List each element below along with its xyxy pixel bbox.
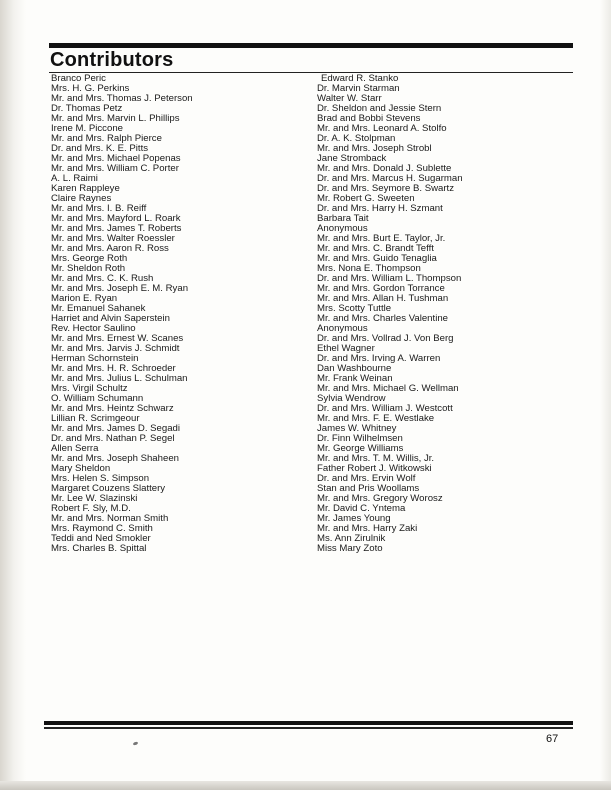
contributor-name: Mary Sheldon xyxy=(51,463,111,474)
contributor-name: Dr. and Mrs. Irving A. Warren xyxy=(317,353,441,364)
contributor-name: Dr. Marvin Starman xyxy=(317,83,400,94)
page-title: Contributors xyxy=(50,49,174,71)
contributor-name: Mr. and Mrs. Marvin L. Phillips xyxy=(51,113,180,124)
contributor-name: Karen Rappleye xyxy=(51,183,120,194)
contributor-name: Mr. and Mrs. Ralph Pierce xyxy=(51,133,162,144)
page-number: 67 xyxy=(546,733,559,745)
contributor-name: Dr. Thomas Petz xyxy=(51,103,123,114)
contributor-name: Anonymous xyxy=(317,323,368,334)
contributor-name: Dr. and Mrs. Ervin Wolf xyxy=(317,473,416,484)
contributor-name: Mr. Emanuel Sahanek xyxy=(51,303,146,314)
contributor-name: Dr. and Mrs. Harry H. Szmant xyxy=(317,203,443,214)
contributor-name: Claire Raynes xyxy=(51,193,112,204)
contributor-name: Mr. and Mrs. I. B. Reiff xyxy=(51,203,147,214)
contributor-name: Mrs. Helen S. Simpson xyxy=(51,473,150,484)
contributor-name: Mr. and Mrs. Harry Zaki xyxy=(317,523,418,534)
contributor-name: Robert F. Sly, M.D. xyxy=(51,503,131,514)
contributor-name: Mr. and Mrs. Charles Valentine xyxy=(317,313,448,324)
contributor-name: Mr. and Mrs. Ernest W. Scanes xyxy=(51,333,184,344)
contributor-name: Mr. and Mrs. Heintz Schwarz xyxy=(51,403,174,414)
contributor-name: Mrs. Raymond C. Smith xyxy=(51,523,153,534)
contributor-name: Mr. and Mrs. Aaron R. Ross xyxy=(51,243,169,254)
contributor-name: Dr. and Mrs. Nathan P. Segel xyxy=(51,433,175,444)
contributor-name: Mr. and Mrs. Norman Smith xyxy=(51,513,169,524)
contributor-name: Edward R. Stanko xyxy=(321,73,399,84)
contributor-name: Margaret Couzens Slattery xyxy=(51,483,166,494)
contributor-name: Dan Washbourne xyxy=(317,363,392,374)
contributor-name: Sylvia Wendrow xyxy=(317,393,386,404)
contributor-name: Anonymous xyxy=(317,223,368,234)
contributor-name: Mr. Robert G. Sweeten xyxy=(317,193,415,204)
contributor-name: Dr. Finn Wilhelmsen xyxy=(317,433,403,444)
contributor-name: Dr. A. K. Stolpman xyxy=(317,133,396,144)
page-bottom-edge xyxy=(0,781,611,790)
contributor-name: James W. Whitney xyxy=(317,423,397,434)
title-underline xyxy=(49,72,573,73)
contributors-column-right xyxy=(317,74,463,554)
contributor-name: Herman Schornstein xyxy=(51,353,139,364)
contributor-name: Ms. Ann Zirulnik xyxy=(317,533,386,544)
contributor-name: Mr. and Mrs. Michael Popenas xyxy=(51,153,181,164)
contributor-name: Mrs. H. G. Perkins xyxy=(51,83,130,94)
contributor-name: Dr. and Mrs. K. E. Pitts xyxy=(51,143,149,154)
contributor-name: Mr. and Mrs. Michael G. Wellman xyxy=(317,383,459,394)
contributor-name: Mrs. Scotty Tuttle xyxy=(317,303,392,314)
contributor-name: O. William Schumann xyxy=(51,393,144,404)
contributor-name: Mr. and Mrs. Julius L. Schulman xyxy=(51,373,188,384)
contributor-name: Dr. and Mrs. William J. Westcott xyxy=(317,403,453,414)
contributor-name: Mrs. Nona E. Thompson xyxy=(317,263,421,274)
contributor-name: Miss Mary Zoto xyxy=(317,543,383,554)
contributor-name: Mr. and Mrs. Mayford L. Roark xyxy=(51,213,181,224)
contributor-name: Mr. and Mrs. William C. Porter xyxy=(51,163,179,174)
contributor-name: Mr. and Mrs. Gregory Worosz xyxy=(317,493,443,504)
contributor-name: Mr. and Mrs. C. K. Rush xyxy=(51,273,154,284)
contributor-name: Mr. and Mrs. F. E. Westlake xyxy=(317,413,435,424)
contributor-name: Mr. Lee W. Slazinski xyxy=(51,493,138,504)
contributor-name: Lillian R. Scrimgeour xyxy=(51,413,140,424)
contributor-name: Ethel Wagner xyxy=(317,343,375,354)
contributor-name: Mrs. Charles B. Spittal xyxy=(51,543,147,554)
contributor-name: Mr. and Mrs. H. R. Schroeder xyxy=(51,363,176,374)
contributor-name: Mr. and Mrs. Joseph Shaheen xyxy=(51,453,179,464)
contributor-name: Mrs. George Roth xyxy=(51,253,128,264)
contributor-name: Mr. and Mrs. Guido Tenaglia xyxy=(317,253,437,264)
contributor-name: Jane Stromback xyxy=(317,153,387,164)
contributor-name: Mr. and Mrs. Burt E. Taylor, Jr. xyxy=(317,233,446,244)
contributor-name: Father Robert J. Witkowski xyxy=(317,463,432,474)
contributor-name: Mr. and Mrs. Gordon Torrance xyxy=(317,283,445,294)
contributor-name: Mr. and Mrs. Allan H. Tushman xyxy=(317,293,449,304)
contributor-name: Allen Serra xyxy=(51,443,99,454)
contributor-name: Stan and Pris Woollams xyxy=(317,483,420,494)
contributor-name: Mr. and Mrs. Joseph E. M. Ryan xyxy=(51,283,189,294)
contributor-name: A. L. Raimi xyxy=(51,173,98,184)
contributor-name: Mr. and Mrs. Jarvis J. Schmidt xyxy=(51,343,180,354)
contributor-name: Mr. and Mrs. Joseph Strobl xyxy=(317,143,432,154)
contributor-name: Mr. Sheldon Roth xyxy=(51,263,126,274)
contributor-name: Mr. and Mrs. James D. Segadi xyxy=(51,423,181,434)
footer-rule-thin xyxy=(44,727,573,729)
contributor-name: Dr. and Mrs. William L. Thompson xyxy=(317,273,462,284)
footer-rule xyxy=(44,721,573,725)
contributor-name: Dr. and Mrs. Marcus H. Sugarman xyxy=(317,173,463,184)
contributor-name: Brad and Bobbi Stevens xyxy=(317,113,421,124)
contributor-name: Marion E. Ryan xyxy=(51,293,118,304)
contributor-name: Dr. Sheldon and Jessie Stern xyxy=(317,103,442,114)
contributor-name: Mr. and Mrs. James T. Roberts xyxy=(51,223,182,234)
contributor-name: Walter W. Starr xyxy=(317,93,382,104)
contributor-name: Mr. and Mrs. Leonard A. Stolfo xyxy=(317,123,447,134)
contributor-name: Mr. David C. Yntema xyxy=(317,503,406,514)
contributor-name: Mr. Frank Weinan xyxy=(317,373,393,384)
contributor-name: Dr. and Mrs. Seymore B. Swartz xyxy=(317,183,455,194)
contributor-name: Mr. George Williams xyxy=(317,443,404,454)
contributor-name: Mr. and Mrs. T. M. Willis, Jr. xyxy=(317,453,435,464)
contributor-name: Mr. and Mrs. Thomas J. Peterson xyxy=(51,93,193,104)
contributors-column-left xyxy=(51,74,193,554)
contributor-name: Mrs. Virgil Schultz xyxy=(51,383,128,394)
contributor-name: Mr. and Mrs. Walter Roessler xyxy=(51,233,175,244)
header-rule xyxy=(49,43,573,48)
contributor-name: Harriet and Alvin Saperstein xyxy=(51,313,170,324)
contributor-name: Mr. and Mrs. C. Brandt Tefft xyxy=(317,243,434,254)
contributor-name: Dr. and Mrs. Vollrad J. Von Berg xyxy=(317,333,454,344)
contributor-name: Irene M. Piccone xyxy=(51,123,123,134)
ink-smudge xyxy=(133,741,139,746)
contributor-name: Mr. James Young xyxy=(317,513,391,524)
contributor-name: Branco Peric xyxy=(51,73,106,84)
contributor-name: Mr. and Mrs. Donald J. Sublette xyxy=(317,163,452,174)
contributor-name: Teddi and Ned Smokler xyxy=(51,533,151,544)
contributor-name: Rev. Hector Saulino xyxy=(51,323,136,334)
contributor-name: Barbara Tait xyxy=(317,213,369,224)
